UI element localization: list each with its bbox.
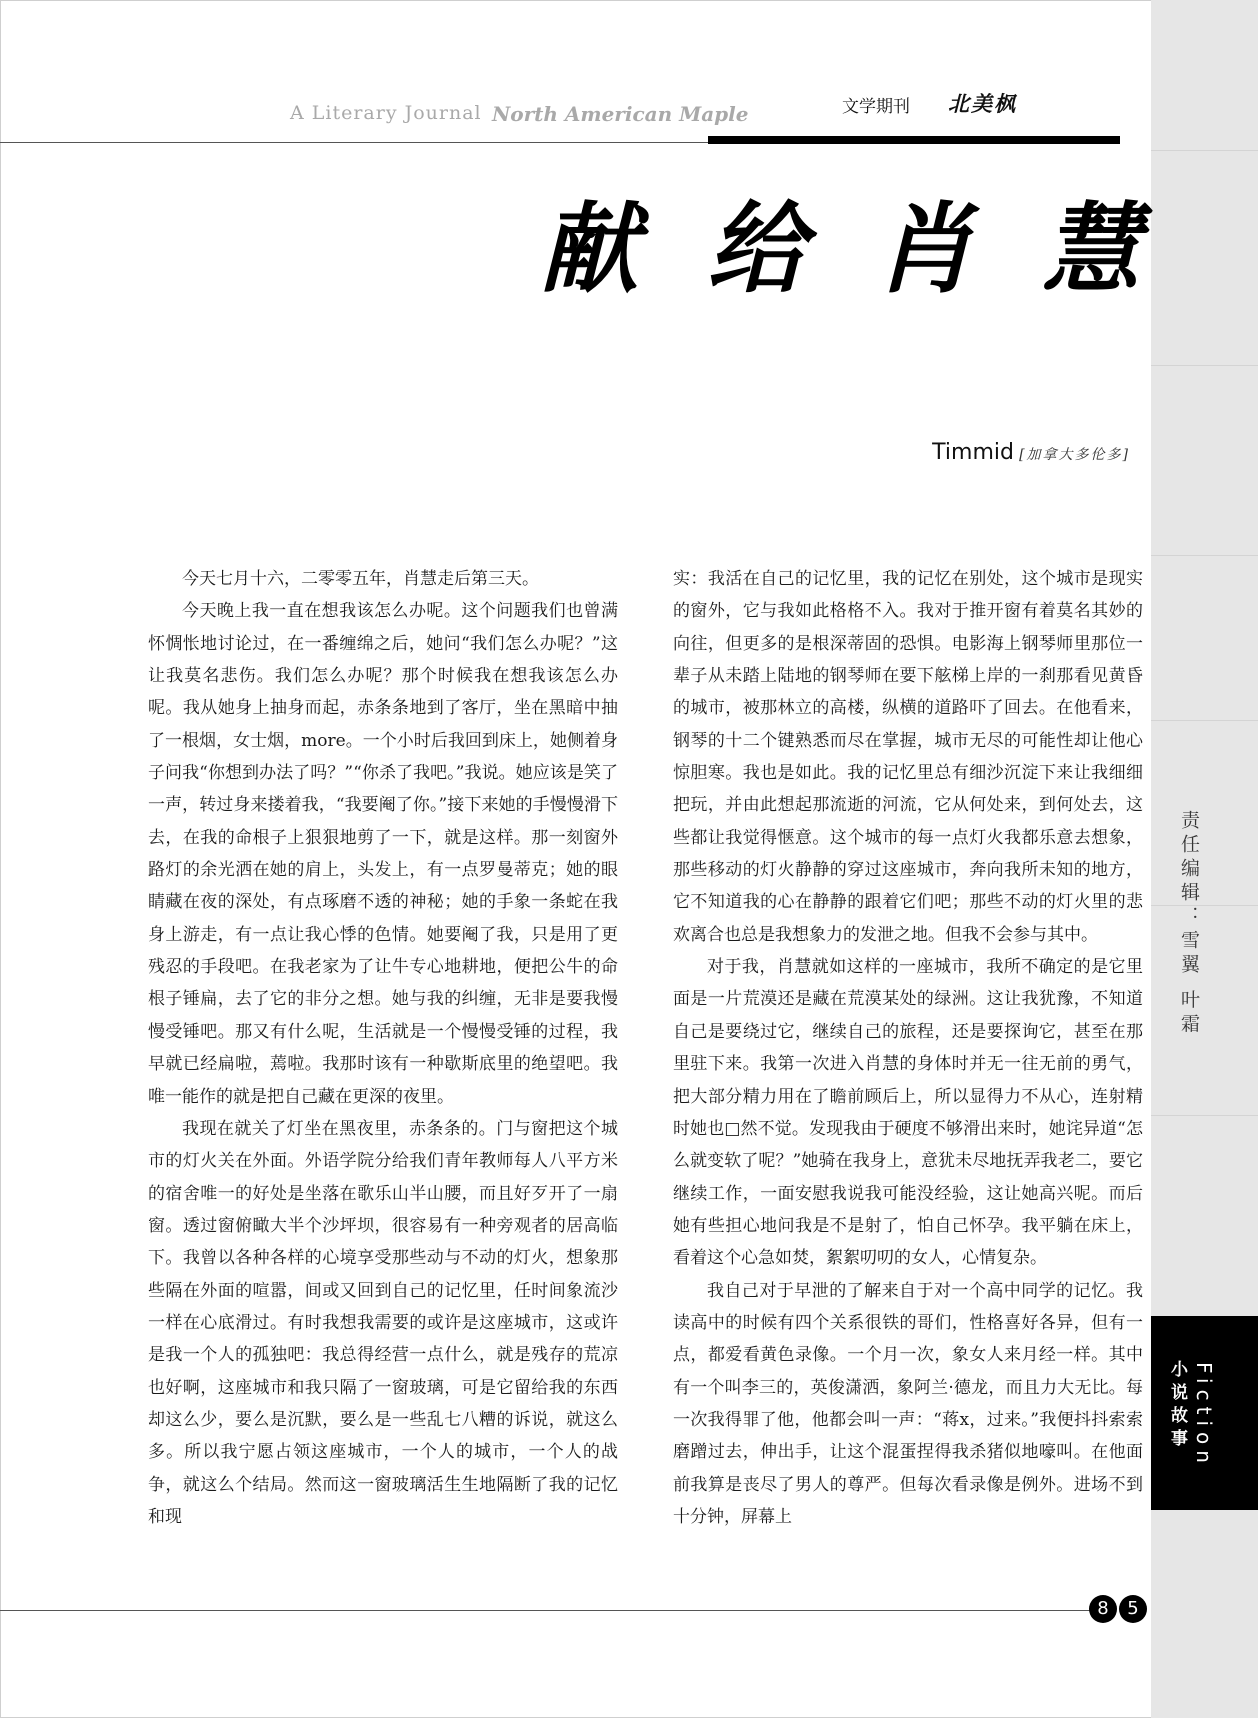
paragraph: 对于我，肖慧就如这样的一座城市，我所不确定的是它里面是一片荒漠还是藏在荒漠某处的绿洲。这让我犹豫，不知道自己是要绕过它，继续自己的旅程，还是要探询它，甚至在那里驻下来。我第一次进入肖慧的身体时并无一往无前的勇气，把大部分精力用在了瞻前顾后上，所以显得力不从心，连射精时她也□然不觉。发现我由于硬度不够滑出来时，她诧异道“怎么就变软了呢？”她骑在我身上，意犹未尽地抚弄我老二，要它继续工作，一面安慰我说我可能没经验，这让她高兴呢。而后她有些担心地问我是不是射了，怕自己怀孕。我平躺在床上，看着这个心急如焚，絮絮叨叨的女人，心情复杂。	[673, 957, 1143, 1269]
paragraph: 今天晚上我一直在想我该怎么办呢。这个问题我们也曾满怀惆怅地讨论过，在一番缠绵之后，她问“我们怎么办呢？”这让我莫名悲伤。我们怎么办呢？那个时候我在想我该怎么办呢。我从她身上抽身而起，赤条条地到了客厅，坐在黑暗中抽了一根烟，女士烟，more。一个小时后我回到床上，她侧着身子问我“你想到办法了吗？”“你杀了我吧。”我说。她应该是笑了一声，转过身来搂着我，“我要阉了你。”接下来她的手慢慢滑下去，在我的命根子上狠狠地剪了一下，就是这样。那一刻窗外路灯的余光洒在她的肩上，头发上，有一点罗曼蒂克；她的眼睛藏在夜的深处，有点琢磨不透的神秘；她的手象一条蛇在我身上游走，有一点让我心悸的色情。她要阉了我，只是用了更残忍的手段吧。在我老家为了让牛专心地耕地，便把公牛的命根子锤扁，去了它的非分之想。她与我的纠缠，无非是要我慢慢受锤吧。那又有什么呢，生活就是一个慢慢受锤的过程，我早就已经扁啦，蔫啦。我那时该有一种歇斯底里的绝望吧。我唯一能作的就是把自己藏在更深的夜里。	[148, 601, 618, 1107]
title-char: 献	[540, 192, 639, 307]
page-number-digit: 5	[1119, 1595, 1147, 1623]
section-label-en: Fiction	[1192, 1362, 1216, 1469]
article-title	[540, 190, 1140, 310]
paragraph: 实：我活在自己的记忆里，我的记忆在别处，这个城市是现实的窗外，它与我如此格格不入。我对于推开窗有着莫名其妙的向往，但更多的是根深蒂固的恐惧。电影海上钢琴师里那位一辈子从未踏上陆地的钢琴师在要下舷梯上岸的一刹那看见黄昏的城市，被那林立的高楼，纵横的道路吓了回去。在他看来，钢琴的十二个键熟悉而尽在掌握，城市无尽的可能性却让他心惊胆寒。我也是如此。我的记忆里总有细沙沉淀下来让我细细把玩，并由此想起那流逝的河流，它从何处来，到何处去，这些都让我觉得惬意。这个城市的每一点灯火我都乐意去想象，那些移动的灯火静静的穿过这座城市，奔向我所未知的地方，它不知道我的心在静静的跟着它们吧；那些不动的灯火里的悲欢离合也总是我想象力的发泄之地。但我不会参与其中。	[673, 569, 1143, 945]
title-char: 给	[707, 192, 806, 307]
body-column-right	[673, 563, 1143, 1533]
editor-credit	[1173, 810, 1204, 1110]
sidebar-divider	[1151, 720, 1258, 721]
author-name: Timmid	[932, 440, 1014, 465]
page-number-digit: 8	[1089, 1595, 1117, 1623]
header-bar	[708, 136, 1120, 144]
sidebar-divider	[1151, 1115, 1258, 1116]
title-char: 肖	[874, 192, 973, 307]
author-byline	[932, 440, 1130, 465]
author-location: [加拿大多伦多]	[1019, 447, 1130, 463]
sidebar-divider	[1151, 905, 1258, 906]
header-english-label: A Literary Journal	[290, 102, 482, 124]
paragraph: 今天七月十六，二零零五年，肖慧走后第三天。	[182, 569, 539, 589]
sidebar-divider	[1151, 365, 1258, 366]
footer-rule	[0, 1610, 1100, 1611]
title-char: 慧	[1041, 192, 1140, 307]
header-script-label: North American Maple	[492, 102, 749, 126]
section-label-cn: 小说故事	[1167, 1360, 1187, 1452]
header-journal-name: 北美枫	[948, 91, 1017, 116]
paragraph: 我自己对于早泄的了解来自于对一个高中同学的记忆。我读高中的时候有四个关系很铁的哥们，性格喜好各异，但有一点，都爱看黄色录像。一个月一次，象女人来月经一样。其中有一个叫李三的，英俊潇洒，象阿兰·德龙，而且力大无比。每一次我得罪了他，他都会叫一声：“蒋x，过来。”我便抖抖索索磨蹭过去，伸出手，让这个混蛋捏得我杀猪似地嚎叫。在他面前我算是丧尽了男人的尊严。但每次看录像是例外。进场不到十分钟，屏幕上	[673, 1280, 1143, 1527]
sidebar-divider	[1151, 555, 1258, 556]
editor-label: 责任编辑：	[1178, 810, 1200, 930]
editor-names: 雪翼 叶霜	[1178, 930, 1200, 1038]
header-rule	[0, 142, 710, 143]
body-column-left	[148, 563, 618, 1533]
header-journal-label: 文学期刊	[842, 97, 910, 117]
paragraph: 我现在就关了灯坐在黑夜里，赤条条的。门与窗把这个城市的灯火关在外面。外语学院分给我们青年教师每人八平方米的宿舍唯一的好处是坐落在歌乐山半山腰，而且好歹开了一扇窗。透过窗俯瞰大半个沙坪坝，很容易有一种旁观者的居高临下。我曾以各种各样的心境享受那些动与不动的灯火，想象那些隔在外面的喧嚣，间或又回到自己的记忆里，任时间象流沙一样在心底滑过。有时我想我需要的或许是这座城市，这或许是我一个人的孤独吧：我总得经营一点什么，就是残存的荒凉也好啊，这座城市和我只隔了一窗玻璃，可是它留给我的东西却这么少，要么是沉默，要么是一些乱七八糟的诉说，就这么多。所以我宁愿占领这座城市，一个人的城市，一个人的战争，就这么个结局。然而这一窗玻璃活生生地隔断了我的记忆和现	[148, 1118, 618, 1527]
sidebar-divider	[1151, 150, 1258, 151]
